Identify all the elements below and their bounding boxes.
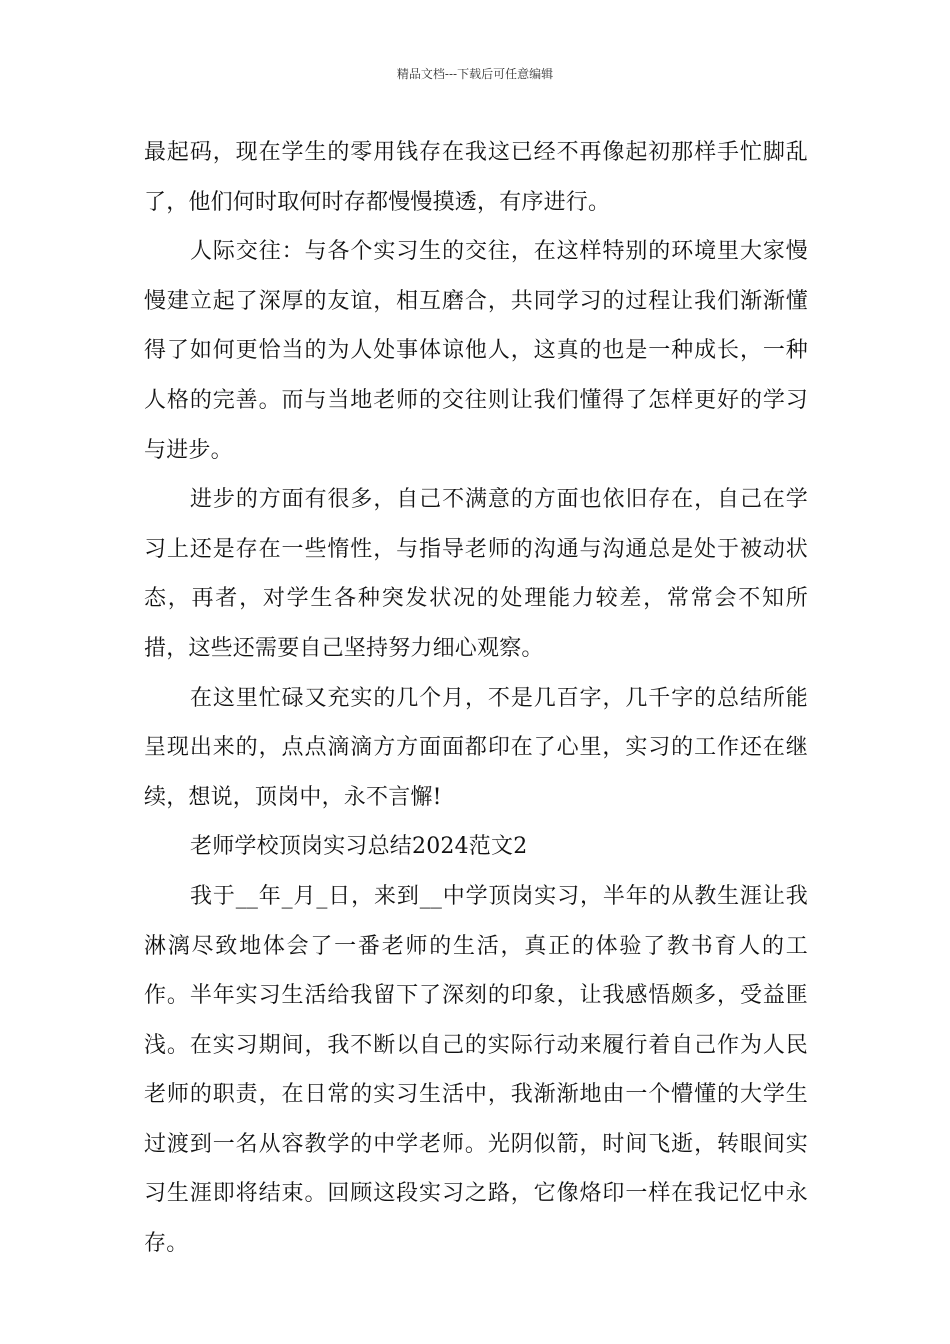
section-heading: 老师学校顶岗实习总结2024范文2	[190, 834, 528, 860]
paragraph-internship-intro: 我于__年_月_日，来到__中学顶岗实习，半年的从教生涯让我淋漓尽致地体会了一番老师的生活，真正的体验了教书育人的工作。半年实习生活给我留下了深刻的印象，让我感悟颇多，受益匪浅。在实习期间，我不断以自己的实际行动来履行着自己作为人民老师的职责，在日常的实习生活中，我渐渐地由一个懵懂的大学生过渡到一名从容教学的中学老师。光阴似箭，时间飞逝，转眼间实习生涯即将结束。回顾这段实习之路，它像烙印一样在我记忆中永存。	[144, 883, 808, 1257]
paragraph-interpersonal: 人际交往：与各个实习生的交往，在这样特别的环境里大家慢慢建立起了深厚的友谊，相互磨合，共同学习的过程让我们渐渐懂得了如何更恰当的为人处事体谅他人，这真的也是一种成长，一种人格的完善。而与当地老师的交往则让我们懂得了怎样更好的学习与进步。	[144, 239, 808, 463]
paragraph-pocket-money: 最起码，现在学生的零用钱存在我这已经不再像起初那样手忙脚乱了，他们何时取何时存都慢慢摸透，有序进行。	[144, 140, 808, 215]
paragraph-conclusion: 在这里忙碌又充实的几个月，不是几百字，几千字的总结所能呈现出来的，点点滴滴方方面面都印在了心里，实习的工作还在继续，想说，顶岗中，永不言懈!	[144, 685, 808, 810]
page-header: 精品文档---下载后可任意编辑	[396, 67, 554, 81]
paragraph-improvement: 进步的方面有很多，自己不满意的方面也依旧存在，自己在学习上还是存在一些惰性，与指导老师的沟通与沟通总是处于被动状态，再者，对学生各种突发状况的处理能力较差，常常会不知所措，这些还需要自己坚持努力细心观察。	[144, 487, 808, 661]
document-body	[144, 128, 808, 1269]
